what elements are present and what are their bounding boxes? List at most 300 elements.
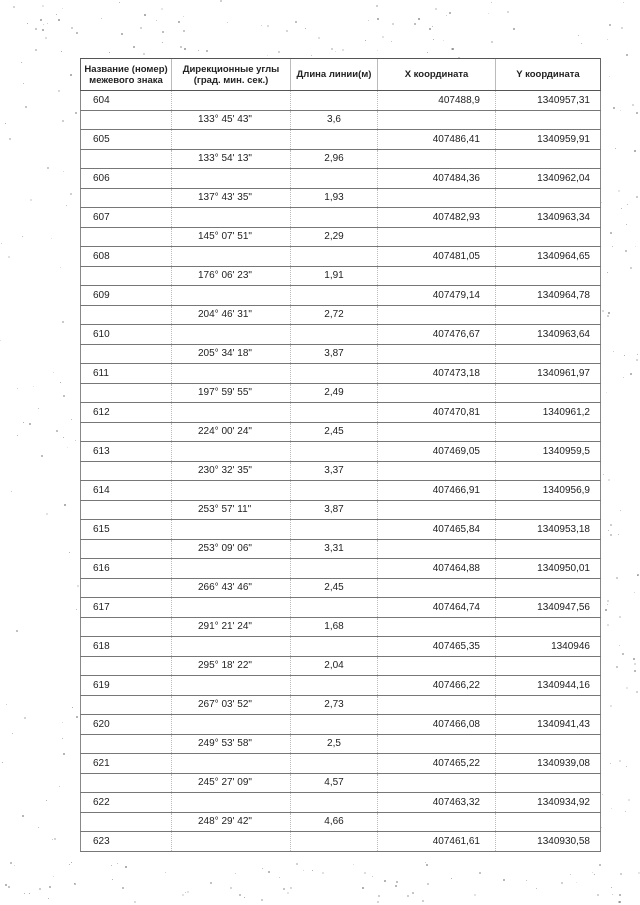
scan-speckle [75, 112, 77, 114]
scan-speckle [378, 895, 380, 897]
direction-angle: 137° 43' 35" [172, 188, 291, 208]
scan-speckle [526, 880, 527, 881]
point-name: 604 [81, 91, 172, 111]
empty-cell [172, 754, 291, 774]
line-length: 1,91 [291, 266, 378, 286]
scan-speckle [637, 354, 638, 355]
line-length: 1,93 [291, 188, 378, 208]
empty-cell [291, 247, 378, 267]
scan-speckle [427, 52, 428, 53]
table-body [81, 91, 601, 852]
scan-speckle [392, 23, 394, 25]
scan-speckle [638, 872, 640, 874]
scan-speckle [66, 205, 67, 206]
empty-cell [496, 656, 601, 676]
scan-speckle [621, 208, 622, 209]
empty-cell [291, 481, 378, 501]
scan-speckle [578, 35, 579, 36]
scan-speckle [632, 104, 634, 106]
scan-speckle [235, 873, 236, 874]
scan-speckle [377, 50, 378, 51]
point-name: 608 [81, 247, 172, 267]
y-coordinate: 1340961,2 [496, 403, 601, 423]
point-name: 607 [81, 208, 172, 228]
point-row [81, 598, 601, 618]
point-name: 610 [81, 325, 172, 345]
line-length: 2,72 [291, 305, 378, 325]
line-length: 3,87 [291, 344, 378, 364]
scan-speckle [244, 897, 245, 898]
scan-speckle [536, 888, 537, 889]
empty-cell [172, 832, 291, 852]
scan-speckle [623, 2, 624, 3]
direction-angle: 295° 18' 22" [172, 656, 291, 676]
scan-speckle [112, 879, 113, 880]
scan-speckle [56, 14, 57, 15]
scan-speckle [626, 54, 628, 56]
scan-speckle [395, 885, 397, 887]
scan-speckle [63, 171, 64, 172]
scan-speckle [198, 50, 199, 51]
point-row [81, 832, 601, 852]
empty-cell [496, 539, 601, 559]
scan-speckle [35, 49, 37, 51]
empty-cell [172, 637, 291, 657]
scan-speckle [619, 901, 621, 903]
scan-speckle [23, 83, 24, 84]
x-coordinate: 407488,9 [378, 91, 496, 111]
scan-speckle [183, 16, 184, 17]
line-length: 2,5 [291, 734, 378, 754]
empty-cell [496, 734, 601, 754]
scan-speckle [384, 880, 386, 882]
scan-speckle [630, 373, 632, 375]
direction-angle: 266° 43' 46" [172, 578, 291, 598]
line-length: 2,49 [291, 383, 378, 403]
empty-cell [172, 325, 291, 345]
scan-speckle [597, 894, 599, 896]
scan-speckle [17, 435, 18, 436]
y-coordinate: 1340934,92 [496, 793, 601, 813]
scan-speckle [42, 5, 44, 7]
scan-speckle [322, 872, 324, 874]
scan-speckle [312, 870, 313, 871]
scan-speckle [619, 894, 621, 896]
scan-speckle [77, 585, 79, 587]
scan-speckle [602, 310, 604, 312]
scan-speckle [625, 811, 626, 812]
scan-speckle [17, 388, 18, 389]
line-length: 3,6 [291, 110, 378, 130]
scan-speckle [267, 55, 268, 56]
scan-speckle [64, 504, 66, 506]
scan-speckle [422, 900, 424, 902]
scan-speckle [305, 28, 306, 29]
scan-speckle [619, 760, 621, 762]
empty-cell [378, 812, 496, 832]
point-name: 618 [81, 637, 172, 657]
scan-speckle [267, 25, 269, 27]
y-coordinate: 1340963,34 [496, 208, 601, 228]
x-coordinate: 407466,91 [378, 481, 496, 501]
scan-speckle [101, 18, 102, 19]
header-row [81, 59, 601, 91]
scan-speckle [41, 455, 43, 457]
scan-speckle [429, 28, 431, 30]
point-row [81, 715, 601, 735]
scan-speckle [303, 870, 304, 871]
scan-speckle [187, 891, 189, 893]
scan-speckle [71, 27, 73, 29]
scan-speckle [121, 33, 123, 35]
header-y-coordinate: Y координата [496, 59, 601, 91]
scan-speckle [109, 52, 110, 53]
empty-cell [172, 676, 291, 696]
point-name: 613 [81, 442, 172, 462]
x-coordinate: 407466,22 [378, 676, 496, 696]
scan-speckle [30, 199, 32, 201]
scan-speckle [376, 5, 378, 7]
scan-speckle [353, 864, 354, 865]
empty-cell [172, 715, 291, 735]
empty-cell [291, 832, 378, 852]
scan-speckle [60, 267, 61, 268]
scan-speckle [0, 340, 1, 341]
scan-speckle [607, 39, 608, 40]
point-name: 619 [81, 676, 172, 696]
x-coordinate: 407465,35 [378, 637, 496, 657]
scan-speckle [451, 878, 452, 879]
empty-cell [172, 208, 291, 228]
scan-speckle [71, 862, 72, 863]
scan-speckle [377, 18, 379, 20]
point-name: 617 [81, 598, 172, 618]
scan-speckle [602, 794, 603, 795]
empty-cell [81, 227, 172, 247]
point-name: 621 [81, 754, 172, 774]
scan-speckle [53, 876, 54, 877]
empty-cell [81, 110, 172, 130]
scan-speckle [576, 882, 577, 883]
scan-speckle [227, 22, 228, 23]
scan-speckle [449, 12, 451, 14]
scan-speckle [62, 738, 63, 739]
empty-cell [81, 812, 172, 832]
scan-speckle [377, 901, 379, 903]
scan-speckle [626, 687, 628, 689]
point-name: 612 [81, 403, 172, 423]
point-name: 611 [81, 364, 172, 384]
scan-speckle [10, 862, 12, 864]
y-coordinate: 1340953,18 [496, 520, 601, 540]
empty-cell [496, 188, 601, 208]
scan-speckle [607, 624, 609, 626]
direction-angle: 176° 06' 23" [172, 266, 291, 286]
scan-speckle [53, 372, 54, 373]
line-length: 3,31 [291, 539, 378, 559]
y-coordinate: 1340963,64 [496, 325, 601, 345]
empty-cell [291, 130, 378, 150]
line-length: 2,45 [291, 422, 378, 442]
segment-row [81, 266, 601, 286]
empty-cell [378, 461, 496, 481]
scan-speckle [2, 762, 3, 763]
line-length: 4,57 [291, 773, 378, 793]
empty-cell [172, 286, 291, 306]
empty-cell [378, 578, 496, 598]
scan-speckle [407, 895, 409, 897]
y-coordinate: 1340957,31 [496, 91, 601, 111]
scan-speckle [637, 575, 638, 576]
segment-row [81, 461, 601, 481]
scan-speckle [601, 827, 602, 828]
empty-cell [81, 617, 172, 637]
scan-speckle [76, 609, 77, 610]
scan-speckle [636, 359, 638, 361]
line-length: 2,04 [291, 656, 378, 676]
empty-cell [172, 91, 291, 111]
point-row [81, 793, 601, 813]
empty-cell [378, 266, 496, 286]
point-name: 616 [81, 559, 172, 579]
scan-speckle [412, 892, 414, 894]
scan-speckle [287, 892, 289, 894]
scan-speckle [618, 901, 620, 903]
x-coordinate: 407463,32 [378, 793, 496, 813]
empty-cell [378, 305, 496, 325]
scan-speckle [607, 315, 609, 317]
empty-cell [496, 422, 601, 442]
scan-speckle [342, 49, 344, 51]
segment-row [81, 812, 601, 832]
scan-speckle [184, 48, 186, 50]
empty-cell [81, 305, 172, 325]
scan-speckle [570, 874, 571, 875]
empty-cell [496, 695, 601, 715]
y-coordinate: 1340964,78 [496, 286, 601, 306]
scan-speckle [609, 24, 611, 26]
empty-cell [378, 695, 496, 715]
empty-cell [81, 461, 172, 481]
scan-speckle [635, 246, 636, 247]
point-name: 605 [81, 130, 172, 150]
scan-speckle [621, 27, 623, 29]
scan-speckle [619, 616, 621, 618]
scan-speckle [626, 224, 627, 225]
empty-cell [172, 247, 291, 267]
scan-speckle [262, 868, 263, 869]
scan-speckle [42, 29, 44, 31]
direction-angle: 224° 00' 24" [172, 422, 291, 442]
scan-speckle [21, 62, 22, 63]
scan-speckle [610, 763, 611, 764]
segment-row [81, 617, 601, 637]
empty-cell [291, 364, 378, 384]
scan-speckle [278, 51, 280, 53]
scan-speckle [610, 534, 612, 536]
empty-cell [291, 169, 378, 189]
point-row [81, 169, 601, 189]
segment-row [81, 344, 601, 364]
scan-speckle [162, 31, 164, 33]
empty-cell [291, 403, 378, 423]
segment-row [81, 422, 601, 442]
scan-speckle [162, 42, 163, 43]
scan-speckle [286, 30, 288, 32]
scan-speckle [634, 670, 636, 672]
empty-cell [378, 539, 496, 559]
scan-speckle [11, 491, 12, 492]
y-coordinate: 1340959,91 [496, 130, 601, 150]
y-coordinate: 1340944,16 [496, 676, 601, 696]
scan-speckle [425, 862, 426, 863]
empty-cell [378, 383, 496, 403]
empty-cell [172, 793, 291, 813]
scan-speckle [74, 883, 76, 885]
x-coordinate: 407481,05 [378, 247, 496, 267]
scan-speckle [69, 864, 70, 865]
scan-speckle [581, 43, 582, 44]
scan-speckle [628, 799, 630, 801]
point-row [81, 520, 601, 540]
scan-speckle [75, 440, 76, 441]
scan-speckle [46, 800, 47, 801]
scan-speckle [1, 243, 2, 244]
x-coordinate: 407479,14 [378, 286, 496, 306]
scan-speckle [491, 41, 493, 43]
x-coordinate: 407464,88 [378, 559, 496, 579]
scan-speckle [63, 753, 65, 755]
scan-speckle [601, 202, 602, 203]
y-coordinate: 1340947,56 [496, 598, 601, 618]
scan-speckle [613, 351, 614, 352]
empty-cell [81, 500, 172, 520]
scan-speckle [622, 653, 624, 655]
scan-speckle [618, 190, 620, 192]
empty-cell [172, 598, 291, 618]
scan-speckle [605, 609, 607, 611]
empty-cell [378, 734, 496, 754]
scan-speckle [29, 893, 30, 894]
segment-row [81, 695, 601, 715]
scan-speckle [13, 6, 15, 8]
scan-speckle [368, 20, 369, 21]
empty-cell [496, 110, 601, 130]
empty-cell [172, 520, 291, 540]
scan-speckle [206, 50, 208, 52]
segment-row [81, 227, 601, 247]
scan-speckle [22, 815, 24, 817]
scan-speckle [29, 423, 31, 425]
scan-speckle [619, 645, 620, 646]
header-point-name: Название (номер) межевого знака [81, 59, 172, 91]
scan-speckle [637, 574, 639, 576]
x-coordinate: 407473,18 [378, 364, 496, 384]
empty-cell [81, 266, 172, 286]
scan-speckle [391, 41, 392, 42]
empty-cell [291, 559, 378, 579]
scan-speckle [210, 882, 212, 884]
scan-speckle [14, 865, 15, 866]
empty-cell [81, 695, 172, 715]
empty-cell [378, 656, 496, 676]
x-coordinate: 407461,61 [378, 832, 496, 852]
scan-speckle [125, 866, 127, 868]
empty-cell [81, 149, 172, 169]
direction-angle: 133° 54' 13" [172, 149, 291, 169]
scan-speckle [46, 513, 48, 515]
scan-speckle [618, 534, 619, 535]
line-length: 3,87 [291, 500, 378, 520]
scan-speckle [488, 13, 489, 14]
header-direction-angle: Дирекционные углы (град. мин. сек.) [172, 59, 291, 91]
scan-speckle [283, 888, 285, 890]
scan-speckle [362, 887, 364, 889]
empty-cell [291, 520, 378, 540]
empty-cell [291, 793, 378, 813]
y-coordinate: 1340959,5 [496, 442, 601, 462]
boundary-coordinates-table [80, 58, 601, 852]
direction-angle: 253° 09' 06" [172, 539, 291, 559]
empty-cell [81, 383, 172, 403]
segment-row [81, 188, 601, 208]
scan-speckle [56, 430, 58, 432]
scan-speckle [503, 879, 505, 881]
scan-speckle [599, 864, 601, 866]
direction-angle: 197° 59' 55" [172, 383, 291, 403]
scan-speckle [634, 663, 636, 665]
scan-speckle [71, 419, 72, 420]
x-coordinate: 407466,08 [378, 715, 496, 735]
scan-speckle [40, 19, 42, 21]
line-length: 2,96 [291, 149, 378, 169]
scan-speckle [607, 272, 608, 273]
direction-angle: 291° 21' 24" [172, 617, 291, 637]
scan-speckle [35, 28, 37, 30]
scan-speckle [279, 877, 280, 878]
scan-speckle [606, 392, 607, 393]
scan-speckle [43, 24, 44, 25]
segment-row [81, 110, 601, 130]
scan-speckle [62, 321, 64, 323]
point-row [81, 364, 601, 384]
segment-row [81, 500, 601, 520]
scan-speckle [16, 630, 18, 632]
scan-speckle [634, 592, 635, 593]
line-length: 2,73 [291, 695, 378, 715]
point-row [81, 247, 601, 267]
scan-speckle [12, 733, 13, 734]
scan-speckle [426, 864, 428, 866]
segment-row [81, 383, 601, 403]
scan-speckle [51, 238, 52, 239]
empty-cell [496, 227, 601, 247]
empty-cell [378, 500, 496, 520]
scan-speckle [318, 37, 320, 39]
scan-speckle [446, 15, 447, 16]
scan-speckle [620, 873, 622, 875]
scan-speckle [624, 355, 625, 356]
line-length: 3,37 [291, 461, 378, 481]
line-length: 2,45 [291, 578, 378, 598]
scan-speckle [364, 872, 366, 874]
scan-speckle [603, 474, 604, 475]
point-row [81, 403, 601, 423]
scan-speckle [418, 18, 420, 20]
empty-cell [496, 578, 601, 598]
scan-speckle [9, 138, 11, 140]
empty-cell [172, 481, 291, 501]
